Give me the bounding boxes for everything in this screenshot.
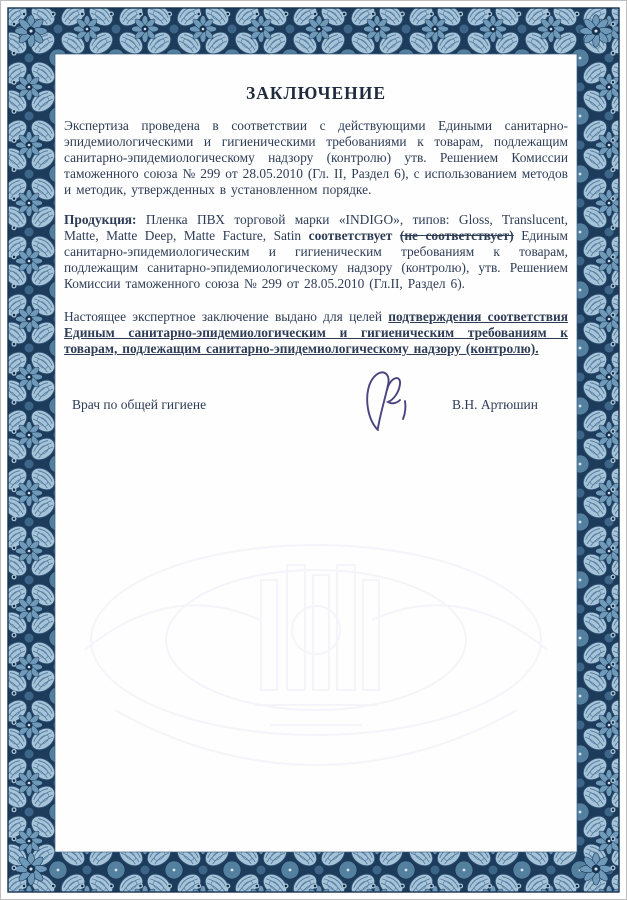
text-run: (не соответствует) [399, 228, 514, 243]
signature-row [64, 383, 568, 453]
paragraph-purpose [64, 309, 568, 357]
document-area [55, 54, 577, 852]
watermark-emblem [55, 500, 577, 830]
text-run: Пленка ПВХ торговой марки «INDIGO», типов: Gloss, Translucent, Matte, Matte Deep, Matte Facture, Satin [64, 212, 568, 243]
paragraph-production [64, 212, 568, 292]
text-run: Единым санитарно-эпидемиологическим и гигиеническим требованиям к товарам, подлежащим санитарно-эпидемиологическому надзору (контролю), утв. Решением Комиссии таможенного союза № 299 от 28.05.2010 (Гл.II, Раздел 6). [64, 228, 568, 291]
signer-name: В.Н. Артюшин [451, 397, 538, 412]
paragraph-expertise [64, 118, 568, 198]
signature-icon [362, 367, 412, 439]
page-title: ЗАКЛЮЧЕНИЕ [245, 83, 387, 103]
text-run: соответствует [308, 228, 400, 243]
text-run: Продукция: [64, 212, 137, 227]
text-run: Экспертиза проведена в соответствии с действующими Едиными санитарно-эпидемиологическими и гигиеническими требованиями к товарам, подлежащим санитарно-эпидемиологическому надзору (контролю) утв. Решением Комиссии таможенного союза № 299 от 28.05.2010 (Гл. II, Раздел 6), с использованием методов и методик, утвержденных в установленном порядке. [64, 118, 568, 197]
signer-role: Врач по общей гигиене [72, 397, 207, 412]
text-run: Настоящее экспертное заключение выдано для целей [64, 309, 389, 324]
text-run: подтверждения соответствия Единым санитарно-эпидемиологическим и гигиеническим требованиям к товарам, подлежащим санитарно-эпидемиологическому надзору (контролю). [64, 309, 568, 356]
